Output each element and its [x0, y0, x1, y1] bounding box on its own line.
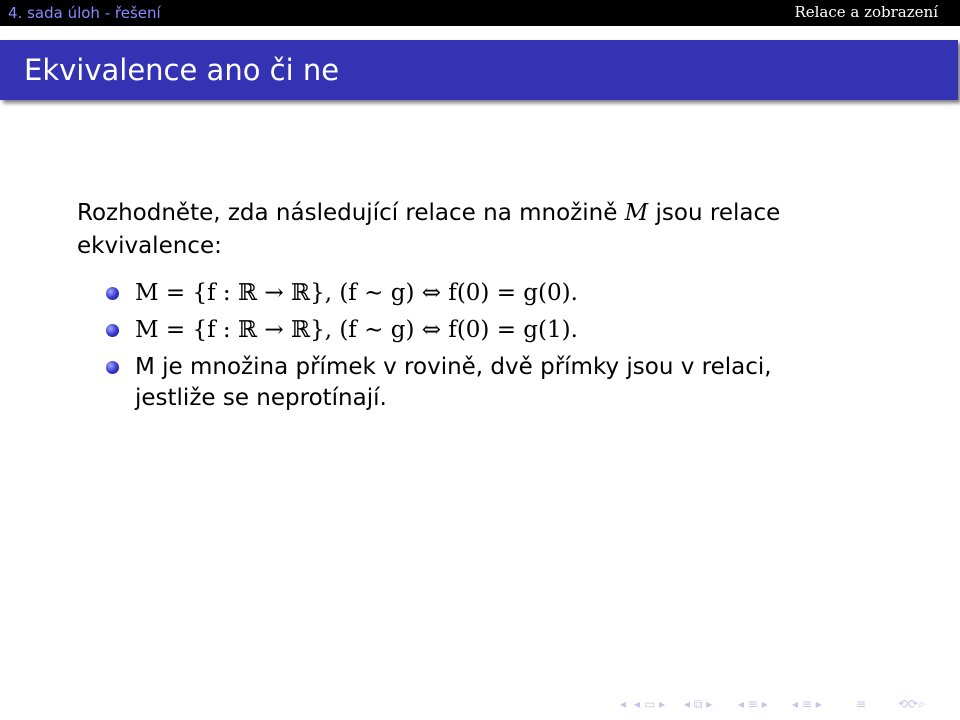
nav-next-icon[interactable]: ◂ ≡ ▸ [792, 697, 822, 711]
nav-frame-icon[interactable]: ◂ ▭ ▸ [634, 697, 666, 711]
intro-before: Rozhodněte, zda následující relace na množině [77, 200, 625, 226]
nav-search-icon[interactable]: ⟲⟳⌕ [898, 697, 925, 711]
section-link[interactable]: 4. sada úloh - řešení [8, 4, 161, 22]
frame-title-bar [0, 40, 958, 100]
short-title-link[interactable]: Relace a zobrazení [794, 3, 938, 21]
list-item [77, 312, 857, 349]
intro-var: M [624, 200, 649, 226]
list-item [77, 349, 857, 414]
bullet-icon [106, 324, 119, 337]
nav-toc-icon[interactable]: ≡ [856, 697, 867, 711]
nav-section-icon[interactable]: ◂ ≡ ▸ [738, 697, 768, 711]
item-list [77, 275, 857, 414]
nav-first-icon[interactable]: ◂ [620, 697, 627, 711]
item-text-line1: M je množina přímek v rovině, dvě přímky jsou v relaci, [135, 354, 772, 380]
bullet-icon [106, 287, 119, 300]
list-item [77, 275, 857, 312]
navigation-bar [620, 697, 950, 715]
slide-content [77, 197, 857, 414]
intro-paragraph [77, 197, 857, 263]
item-formula: M = {f : ℝ → ℝ}, (f ∼ g) ⇔ f(0) = g(1). [135, 317, 578, 343]
bullet-icon [106, 361, 119, 374]
frame-title: Ekvivalence ano či ne [24, 53, 340, 87]
item-formula: M = {f : ℝ → ℝ}, (f ∼ g) ⇔ f(0) = g(0). [135, 280, 578, 306]
intro-after: jsou relace ekvivalence: [77, 200, 781, 259]
nav-subsection-icon[interactable]: ◂ ⧉ ▸ [684, 697, 713, 711]
headline-bar [0, 0, 960, 26]
item-text-line2: jestliže se neprotínají. [135, 385, 387, 411]
